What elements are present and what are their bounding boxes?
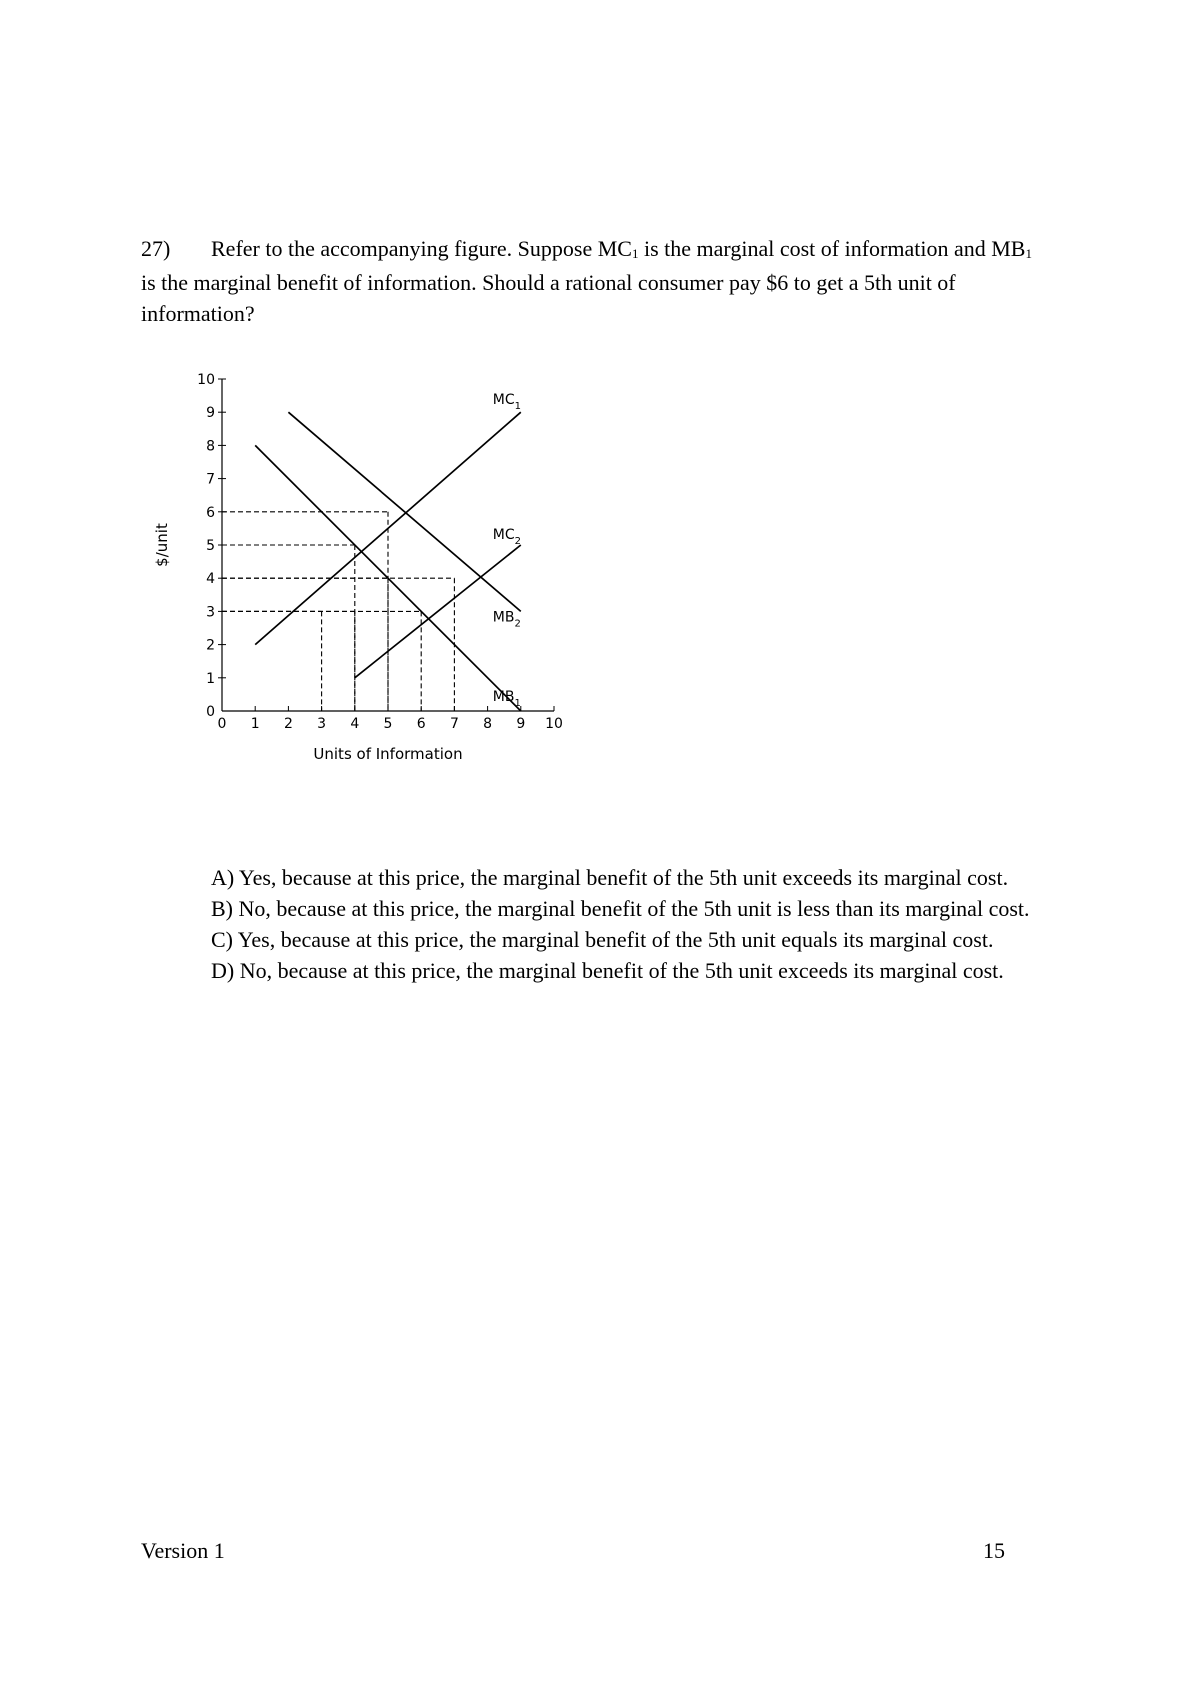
question-text-part-2: is the marginal cost of information and MB [638, 236, 1026, 261]
x-tick-label: 8 [483, 716, 493, 732]
option-c-text: Yes, because at this price, the marginal benefit of the 5th unit equals its marginal cost. [237, 927, 994, 952]
mc-subscript: 1 [631, 246, 639, 261]
option-d-label: D) [211, 958, 235, 983]
answer-options [141, 862, 1061, 986]
option-b-label: B) [211, 896, 233, 921]
series-label-subscript: 1 [514, 401, 522, 413]
x-tick-label: 3 [317, 716, 327, 732]
option-d[interactable] [141, 955, 1061, 986]
option-b[interactable] [141, 893, 1061, 924]
series-label-mb1 [493, 689, 521, 709]
series-label-mc2 [493, 527, 521, 547]
y-tick-label: 1 [206, 670, 215, 687]
y-tick-label: 10 [197, 372, 215, 388]
footer-page-number: 15 [983, 1538, 1005, 1563]
question-text-part-1: Refer to the accompanying figure. Suppose MC [211, 236, 632, 261]
mb-subscript: 1 [1025, 246, 1032, 261]
option-c-label: C) [211, 927, 233, 952]
x-tick-label: 2 [283, 716, 293, 732]
option-a-label: A) [211, 865, 235, 890]
figure [150, 372, 570, 785]
option-b-text: No, because at this price, the marginal benefit of the 5th unit is less than its marginal cost. [238, 896, 1030, 921]
x-tick-label: 7 [449, 716, 459, 732]
y-tick-label: 6 [206, 504, 215, 521]
series-label-subscript: 1 [514, 698, 521, 709]
series-label-name: MB [492, 609, 515, 626]
series-label-subscript: 2 [514, 536, 522, 547]
option-d-text: No, because at this price, the marginal benefit of the 5th unit exceeds its marginal cost. [239, 958, 1004, 983]
y-tick-label: 4 [206, 571, 215, 588]
y-tick-label: 8 [206, 438, 215, 455]
x-axis-label: Units of Information [313, 745, 463, 763]
x-tick-label: 6 [416, 716, 426, 732]
option-a[interactable] [141, 862, 1061, 893]
y-tick-label: 2 [206, 637, 215, 654]
series-label-name: MC [492, 392, 515, 409]
x-tick-label: 1 [250, 716, 260, 732]
y-tick-label: 7 [206, 471, 215, 488]
supply-demand-chart [150, 372, 570, 785]
question-text-part-3: is the marginal benefit of information. Should a rational consumer pay $6 to get a 5th unit of information? [141, 270, 956, 326]
series-label-name: MB [492, 689, 515, 705]
y-tick-label: 3 [206, 604, 215, 621]
x-tick-label: 4 [350, 716, 360, 732]
footer-version: Version 1 [141, 1538, 225, 1563]
x-tick-label: 10 [545, 716, 563, 732]
y-tick-label: 5 [206, 538, 215, 554]
option-c[interactable] [141, 924, 1061, 955]
series-label-mb2 [493, 609, 521, 629]
option-a-text: Yes, because at this price, the marginal benefit of the 5th unit exceeds its marginal cost. [238, 865, 1009, 890]
y-axis-label: $/unit [153, 523, 171, 567]
series-label-name: MC [492, 527, 515, 543]
question-text [141, 233, 1046, 329]
y-tick-label: 9 [206, 405, 215, 422]
x-tick-label: 5 [383, 716, 393, 732]
x-tick-label: 0 [217, 716, 227, 732]
series-label-subscript: 2 [514, 618, 521, 630]
y-tick-label: 0 [206, 704, 215, 720]
x-tick-label: 9 [516, 716, 526, 732]
series-label-mc1 [493, 392, 521, 412]
question-number: 27) [141, 236, 171, 261]
